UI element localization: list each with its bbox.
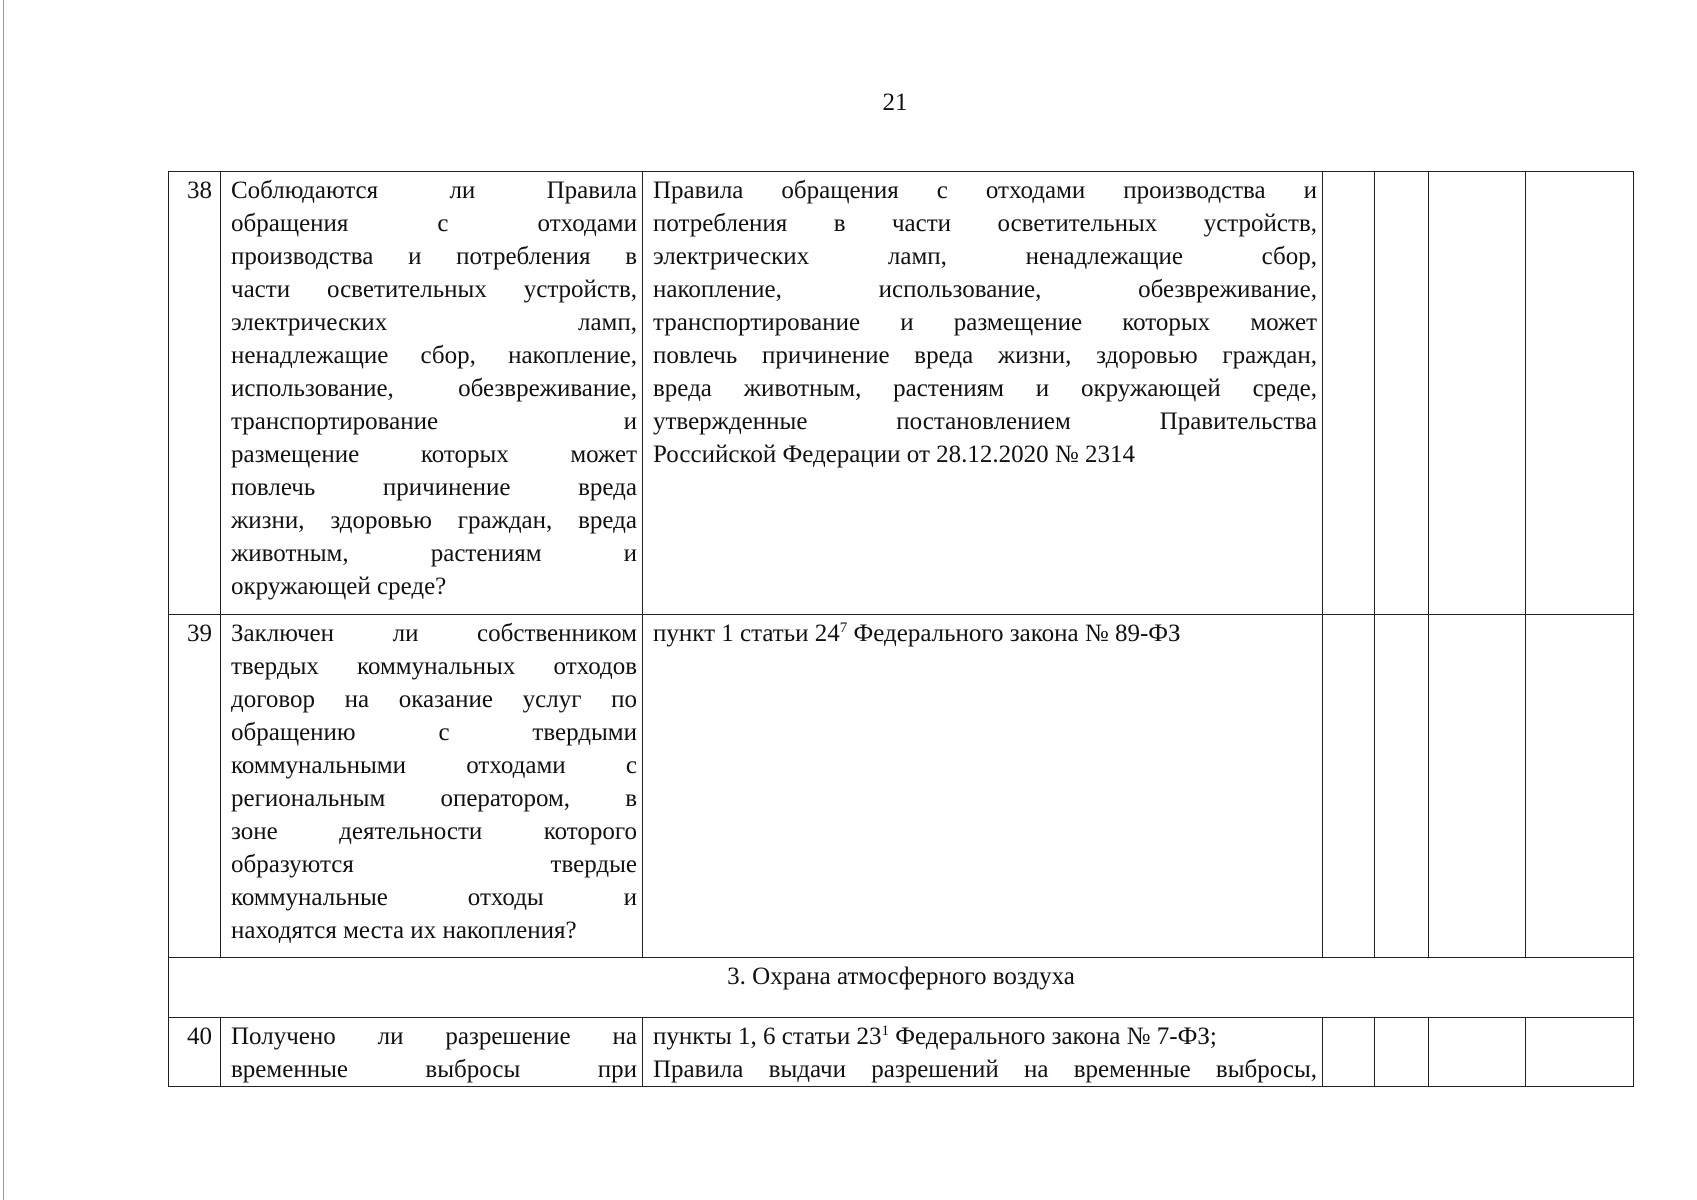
question-cell <box>221 1018 643 1087</box>
question-line: зоне деятельности которого <box>231 818 637 845</box>
legal-basis-cell <box>643 1018 1323 1087</box>
answer-yes-cell[interactable] <box>1323 172 1375 615</box>
basis-line: накопление, использование, обезвреживание, <box>653 276 1317 303</box>
note-cell[interactable] <box>1526 172 1634 615</box>
row-number: 40 <box>169 1018 221 1087</box>
basis-line: электрических ламп, ненадлежащие сбор, <box>653 243 1317 270</box>
note-cell[interactable] <box>1526 615 1634 958</box>
question-line: части осветительных устройств, <box>231 276 637 303</box>
basis-text: пункты 1, 6 статьи 23 <box>653 1023 882 1050</box>
basis-line: Правила обращения с отходами производства и <box>653 177 1317 204</box>
question-line: транспортирование и <box>231 408 637 435</box>
question-line: находятся места их накопления? <box>231 917 577 944</box>
question-line: временные выбросы при <box>231 1056 637 1083</box>
question-line: повлечь причинение вреда <box>231 474 637 501</box>
question-line: Получено ли разрешение на <box>231 1023 637 1050</box>
question-line: ненадлежащие сбор, накопление, <box>231 342 637 369</box>
answer-yes-cell[interactable] <box>1323 1018 1375 1087</box>
note-cell[interactable] <box>1526 1018 1634 1087</box>
basis-text: Федерального закона № 89-ФЗ <box>847 620 1181 647</box>
basis-line: вреда животным, растениям и окружающей среде, <box>653 375 1317 402</box>
question-line: Заключен ли собственником <box>231 620 637 647</box>
basis-line: повлечь причинение вреда жизни, здоровью граждан, <box>653 342 1317 369</box>
question-line: размещение которых может <box>231 441 637 468</box>
question-line: жизни, здоровью граждан, вреда <box>231 507 637 534</box>
page-number: 21 <box>882 89 908 116</box>
question-line: договор на оказание услуг по <box>231 686 637 713</box>
scan-edge-line <box>3 0 4 1200</box>
question-line: производства и потребления в <box>231 243 637 270</box>
legal-basis-cell <box>643 172 1323 615</box>
basis-superscript: 1 <box>881 1023 890 1039</box>
basis-line: транспортирование и размещение которых может <box>653 309 1317 336</box>
question-line: окружающей среде? <box>231 573 447 600</box>
answer-na-cell[interactable] <box>1429 172 1526 615</box>
question-line: животным, растениям и <box>231 540 637 567</box>
basis-text: Федерального закона № 7-ФЗ; <box>889 1023 1217 1050</box>
section-row <box>169 958 1634 1018</box>
question-line: региональным оператором, в <box>231 785 637 812</box>
table-row-40 <box>169 1018 1634 1087</box>
basis-line: утвержденные постановлением Правительства <box>653 408 1317 435</box>
answer-no-cell[interactable] <box>1375 1018 1429 1087</box>
question-line: твердых коммунальных отходов <box>231 653 637 680</box>
answer-na-cell[interactable] <box>1429 615 1526 958</box>
checklist-table <box>168 171 1634 1087</box>
question-line: использование, обезвреживание, <box>231 375 637 402</box>
answer-na-cell[interactable] <box>1429 1018 1526 1087</box>
table-row-39 <box>169 615 1634 958</box>
row-number: 38 <box>169 172 221 615</box>
table-row-38 <box>169 172 1634 615</box>
question-line: обращению с твердыми <box>231 719 637 746</box>
question-cell <box>221 172 643 615</box>
question-line: электрических ламп, <box>231 309 637 336</box>
section-title: 3. Охрана атмосферного воздуха <box>169 958 1634 1018</box>
question-line: коммунальными отходами с <box>231 752 637 779</box>
basis-line: Российской Федерации от 28.12.2020 № 2314 <box>653 441 1135 468</box>
question-line: Соблюдаются ли Правила <box>231 177 637 204</box>
basis-line: Правила выдачи разрешений на временные выбросы, <box>653 1056 1317 1083</box>
basis-line: потребления в части осветительных устройств, <box>653 210 1317 237</box>
basis-superscript: 7 <box>839 620 848 636</box>
question-cell <box>221 615 643 958</box>
answer-yes-cell[interactable] <box>1323 615 1375 958</box>
question-line: образуются твердые <box>231 851 637 878</box>
basis-line <box>653 1020 1317 1053</box>
answer-no-cell[interactable] <box>1375 172 1429 615</box>
question-line: обращения с отходами <box>231 210 637 237</box>
question-line: коммунальные отходы и <box>231 884 637 911</box>
legal-basis-cell <box>643 615 1323 958</box>
row-number: 39 <box>169 615 221 958</box>
answer-no-cell[interactable] <box>1375 615 1429 958</box>
basis-text: пункт 1 статьи 24 <box>653 620 840 647</box>
